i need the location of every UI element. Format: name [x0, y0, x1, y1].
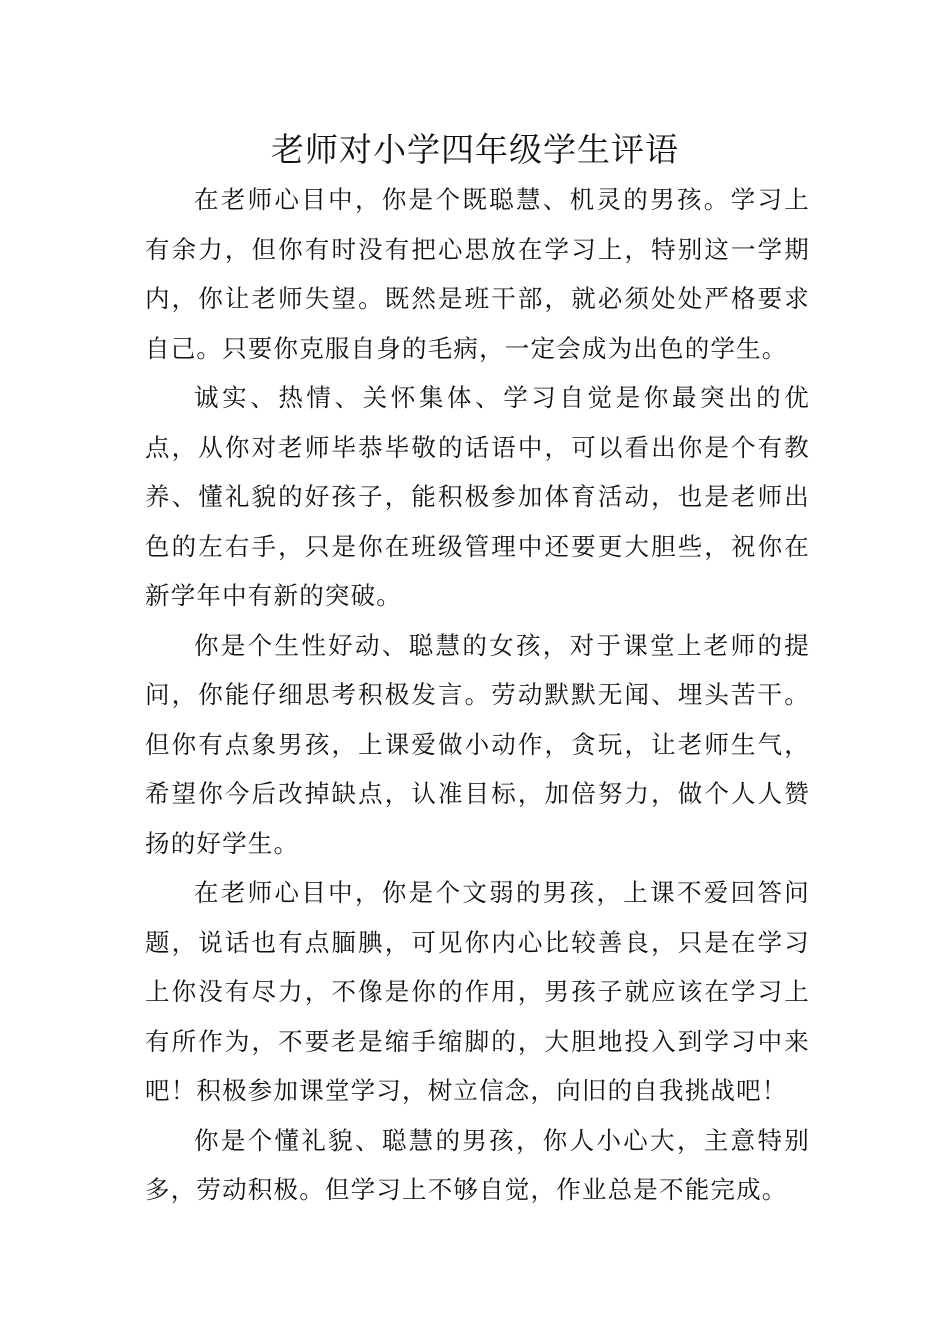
- document-title: 老师对小学四年级学生评语: [271, 130, 679, 169]
- comment-paragraph: 诚实、热情、关怀集体、学习自觉是你最突出的优点，从你对老师毕恭毕敬的话语中，可以看出你是个有教养、懂礼貌的好孩子，能积极参加体育活动，也是老师出色的左右手，只是你在班级管理中还要更大胆些，祝你在新学年中有新的突破。: [145, 383, 810, 610]
- comment-paragraph: 你是个生性好动、聪慧的女孩，对于课堂上老师的提问，你能仔细思考积极发言。劳动默默无闻、埋头苦干。但你有点象男孩，上课爱做小动作，贪玩，让老师生气，希望你今后改掉缺点，认准目标，加倍努力，做个人人赞扬的好学生。: [145, 630, 810, 858]
- comment-paragraph: 在老师心目中，你是个既聪慧、机灵的男孩。学习上有余力，但你有时没有把心思放在学习上，特别这一学期内，你让老师失望。既然是班干部，就必须处处严格要求自己。只要你克服自身的毛病，一定会成为出色的学生。: [145, 185, 810, 363]
- document-body: [145, 175, 810, 1215]
- comment-paragraph: 你是个懂礼貌、聪慧的男孩，你人小心大，主意特别多，劳动积极。但学习上不够自觉，作业总是不能完成。: [145, 1125, 810, 1204]
- comment-paragraph: 在老师心目中，你是个文弱的男孩，上课不爱回答问题，说话也有点腼腆，可见你内心比较善良，只是在学习上你没有尽力，不像是你的作用，男孩子就应该在学习上有所作为，不要老是缩手缩脚的，大胆地投入到学习中来吧！积极参加课堂学习，树立信念，向旧的自我挑战吧！: [145, 878, 810, 1105]
